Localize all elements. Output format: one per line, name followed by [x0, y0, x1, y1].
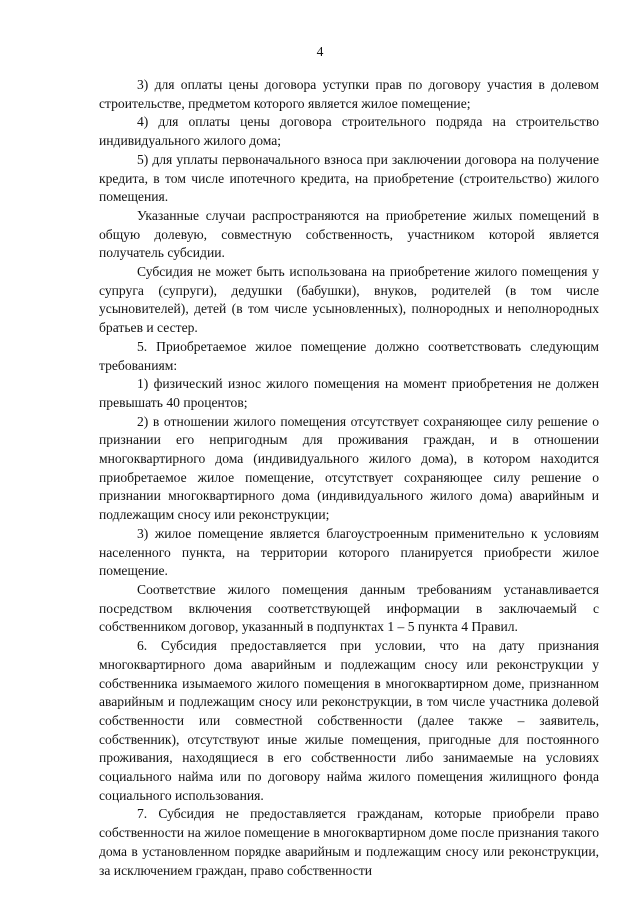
paragraph: Указанные случаи распространяются на приобретение жилых помещений в общую долевую, совместную собственность, участником которой является получатель субсидии.: [99, 207, 599, 261]
paragraph: 5. Приобретаемое жилое помещение должно соответствовать следующим требованиям:: [99, 338, 599, 373]
paragraph: 1) физический износ жилого помещения на момент приобретения не должен превышать 40 процентов;: [99, 376, 599, 410]
paragraph: 3) жилое помещение является благоустроенным применительно к условиям населенного пункта, на территории которого планируется приобрести жилое помещение.: [99, 525, 599, 579]
paragraph: 7. Субсидия не предоставляется гражданам, которые приобрели право собственности на жилое помещение в многоквартирном доме после признания такого дома в установленном порядке аварийным и подлежащим сносу или реконструкции, за исключением граждан, право собственности: [99, 806, 599, 878]
paragraph: 6. Субсидия предоставляется при условии, что на дату признания многоквартирного дома аварийным и подлежащим сносу или реконструкции у собственника изымаемого жилого помещения в многоквартирном доме, признанном аварийным и подлежащим сносу или реконструкции, в том числе участника долевой собственности или совместной собственности (далее также – заявитель, собственник), отсутствуют иные жилые помещения, пригодные для постоянного проживания, находящиеся в его собственности либо занимаемые на условиях социального найма или по договору найма жилого помещения жилищного фонда социального использования.: [99, 638, 599, 803]
paragraph: 3) для оплаты цены договора уступки прав по договору участия в долевом строительстве, предметом которого является жилое помещение;: [99, 77, 599, 111]
document-body: [99, 76, 599, 880]
paragraph: 4) для оплаты цены договора строительного подряда на строительство индивидуального жилого дома;: [99, 114, 599, 149]
paragraph: Субсидия не может быть использована на приобретение жилого помещения у супруга (супруги), дедушки (бабушки), внуков, родителей (в том числе усыновителей), детей (в том числе усыновленных), полнородных и неполнородных братьев и сестер.: [99, 264, 599, 336]
paragraph: Соответствие жилого помещения данным требованиям устанавливается посредством включения соответствующей информации в заключаемый с собственником договор, указанный в подпунктах 1 – 5 пункта 4 Правил.: [99, 581, 599, 635]
paragraph: 2) в отношении жилого помещения отсутствует сохраняющее силу решение о признании его непригодным для проживания граждан, и в отношении многоквартирного дома (индивидуального жилого дома), в котором находится приобретаемое жилое помещение, отсутствует сохраняющее силу решение о признании многоквартирного дома (индивидуального жилого дома) аварийным и подлежащим сносу или реконструкции;: [99, 413, 599, 523]
page-number: 4: [316, 44, 324, 59]
paragraph: 5) для уплаты первоначального взноса при заключении договора на получение кредита, в том числе ипотечного кредита, на приобретение (строительство) жилого помещения.: [99, 151, 599, 205]
